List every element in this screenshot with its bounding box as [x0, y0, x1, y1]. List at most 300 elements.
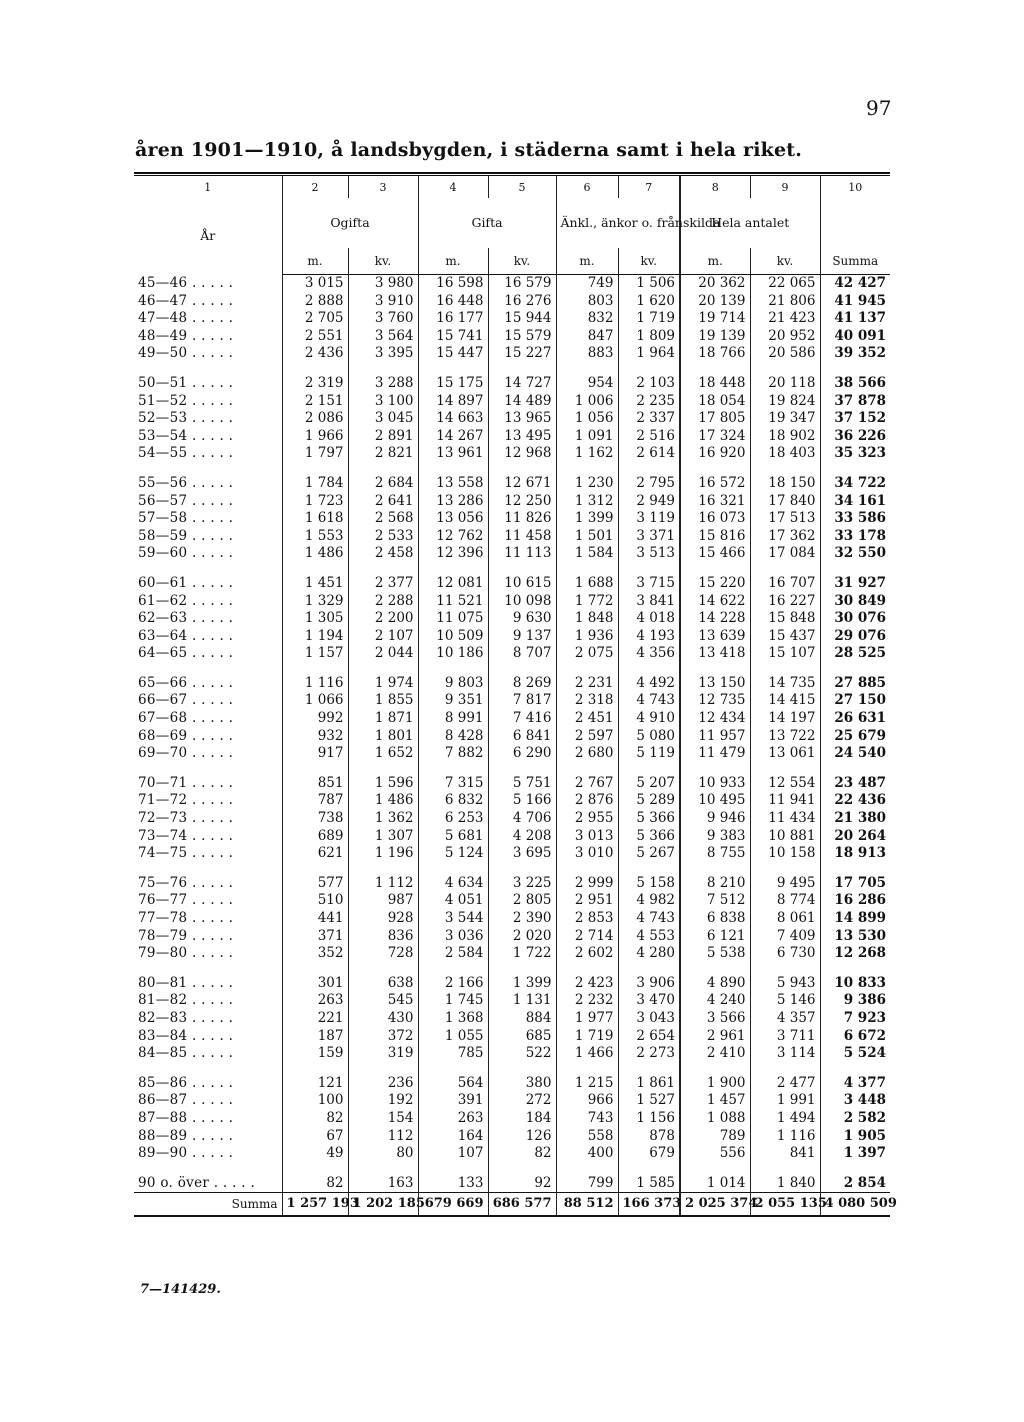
age-label: 84—85 . . . . . [138, 1045, 234, 1062]
value-cell: 154 [348, 1110, 418, 1128]
value-cell: 11 521 [418, 593, 488, 611]
value-cell: 319 [348, 1045, 418, 1063]
value-cell: 841 [750, 1145, 820, 1163]
value-cell: 2 273 [618, 1045, 680, 1063]
spacer-cell [750, 1063, 820, 1075]
value-cell: 2 888 [282, 293, 348, 311]
value-cell: 4 356 [618, 645, 680, 663]
age-label: 57—58 . . . . . [138, 510, 234, 527]
value-cell: 13 495 [488, 428, 556, 446]
value-cell: 15 466 [680, 545, 750, 563]
value-cell: 847 [556, 328, 618, 346]
value-cell: 20 586 [750, 345, 820, 363]
table-row [134, 310, 890, 328]
group-spacer [134, 663, 890, 675]
spacer-cell [134, 363, 282, 375]
value-cell: 2 767 [556, 775, 618, 793]
value-cell: 1 809 [618, 328, 680, 346]
value-cell: 522 [488, 1045, 556, 1063]
value-cell: 685 [488, 1028, 556, 1046]
summa-cell: 37 152 [820, 410, 890, 428]
table-row [134, 528, 890, 546]
value-cell: 545 [348, 992, 418, 1010]
value-cell: 441 [282, 910, 348, 928]
summa-cell: 3 448 [820, 1092, 890, 1110]
value-cell: 966 [556, 1092, 618, 1110]
value-cell: 3 513 [618, 545, 680, 563]
value-cell: 13 961 [418, 445, 488, 463]
value-cell: 2 853 [556, 910, 618, 928]
value-cell: 15 437 [750, 628, 820, 646]
value-cell: 11 458 [488, 528, 556, 546]
value-cell: 92 [488, 1175, 556, 1193]
value-cell: 1 618 [282, 510, 348, 528]
value-cell: 9 383 [680, 828, 750, 846]
spacer-cell [680, 463, 750, 475]
value-cell: 932 [282, 728, 348, 746]
total-cell: 2 055 135 [750, 1193, 820, 1217]
value-cell: 2 805 [488, 892, 556, 910]
value-cell: 1 688 [556, 575, 618, 593]
value-cell: 14 663 [418, 410, 488, 428]
value-cell: 21 806 [750, 293, 820, 311]
ankl-kv-header: kv. [618, 248, 680, 275]
table-row [134, 628, 890, 646]
total-cell: 166 373 [618, 1193, 680, 1217]
year-header: År [200, 228, 216, 244]
value-cell: 2 951 [556, 892, 618, 910]
spacer-cell [680, 963, 750, 975]
value-cell: 11 113 [488, 545, 556, 563]
spacer-cell [618, 863, 680, 875]
summa-cell: 41 137 [820, 310, 890, 328]
spacer-cell [282, 1163, 348, 1175]
value-cell: 5 681 [418, 828, 488, 846]
total-cell: 2 025 374 [680, 1193, 750, 1217]
value-cell: 2 318 [556, 692, 618, 710]
value-cell: 11 957 [680, 728, 750, 746]
value-cell: 9 137 [488, 628, 556, 646]
spacer-cell [618, 563, 680, 575]
value-cell: 12 250 [488, 493, 556, 511]
value-cell: 3 906 [618, 975, 680, 993]
value-cell: 1 719 [556, 1028, 618, 1046]
summa-cell: 28 525 [820, 645, 890, 663]
value-cell: 10 495 [680, 792, 750, 810]
value-cell: 3 564 [348, 328, 418, 346]
value-cell: 14 897 [418, 393, 488, 411]
value-cell: 6 253 [418, 810, 488, 828]
spacer-cell [556, 1163, 618, 1175]
value-cell: 803 [556, 293, 618, 311]
value-cell: 917 [282, 745, 348, 763]
value-cell: 11 075 [418, 610, 488, 628]
value-cell: 372 [348, 1028, 418, 1046]
age-label: 47—48 . . . . . [138, 310, 234, 327]
value-cell: 15 447 [418, 345, 488, 363]
value-cell: 12 968 [488, 445, 556, 463]
summa-cell: 27 150 [820, 692, 890, 710]
value-cell: 236 [348, 1075, 418, 1093]
value-cell: 1 745 [418, 992, 488, 1010]
age-label: 53—54 . . . . . [138, 427, 234, 444]
summa-cell: 9 386 [820, 992, 890, 1010]
value-cell: 1 307 [348, 828, 418, 846]
value-cell: 301 [282, 975, 348, 993]
column-number: 1 [204, 180, 212, 194]
value-cell: 16 276 [488, 293, 556, 311]
value-cell: 187 [282, 1028, 348, 1046]
table-row [134, 1075, 890, 1093]
gifta-header: Gifta [418, 198, 556, 248]
value-cell: 112 [348, 1128, 418, 1146]
value-cell: 2 319 [282, 375, 348, 393]
value-cell: 5 943 [750, 975, 820, 993]
value-cell: 16 177 [418, 310, 488, 328]
value-cell: 1 527 [618, 1092, 680, 1110]
age-label: 69—70 . . . . . [138, 745, 234, 762]
age-label: 52—53 . . . . . [138, 410, 234, 427]
value-cell: 556 [680, 1145, 750, 1163]
value-cell: 1 194 [282, 628, 348, 646]
value-cell: 133 [418, 1175, 488, 1193]
column-number: 5 [488, 176, 556, 198]
spacer-cell [680, 1063, 750, 1075]
table-body [134, 274, 897, 1217]
spacer-cell [282, 563, 348, 575]
spacer-cell [680, 563, 750, 575]
summa-cell: 33 178 [820, 528, 890, 546]
value-cell: 2 200 [348, 610, 418, 628]
table-row [134, 575, 890, 593]
value-cell: 82 [488, 1145, 556, 1163]
summa-cell: 39 352 [820, 345, 890, 363]
value-cell: 1 131 [488, 992, 556, 1010]
summa-cell: 16 286 [820, 892, 890, 910]
table-row [134, 728, 890, 746]
value-cell: 20 362 [680, 275, 750, 293]
value-cell: 159 [282, 1045, 348, 1063]
value-cell: 16 598 [418, 275, 488, 293]
summa-cell: 2 854 [820, 1175, 890, 1193]
spacer-cell [820, 863, 890, 875]
summa-cell: 40 091 [820, 328, 890, 346]
spacer-cell [820, 663, 890, 675]
value-cell: 1 861 [618, 1075, 680, 1093]
summa-cell: 10 833 [820, 975, 890, 993]
spacer-cell [618, 1163, 680, 1175]
summa-cell: 38 566 [820, 375, 890, 393]
value-cell: 1 974 [348, 675, 418, 693]
value-cell: 12 434 [680, 710, 750, 728]
spacer-cell [556, 663, 618, 675]
column-number: 7 [618, 176, 680, 198]
value-cell: 14 415 [750, 692, 820, 710]
spacer-cell [488, 763, 556, 775]
value-cell: 192 [348, 1092, 418, 1110]
value-cell: 263 [418, 1110, 488, 1128]
value-cell: 621 [282, 845, 348, 863]
value-cell: 1 157 [282, 645, 348, 663]
value-cell: 18 766 [680, 345, 750, 363]
value-cell: 4 018 [618, 610, 680, 628]
spacer-cell [488, 963, 556, 975]
table-row [134, 892, 890, 910]
value-cell: 17 513 [750, 510, 820, 528]
ogifta-header: Ogifta [282, 198, 418, 248]
value-cell: 10 186 [418, 645, 488, 663]
value-cell: 17 324 [680, 428, 750, 446]
table-row [134, 792, 890, 810]
spacer-cell [348, 1163, 418, 1175]
value-cell: 14 267 [418, 428, 488, 446]
value-cell: 3 225 [488, 875, 556, 893]
table-row [134, 1092, 890, 1110]
value-cell: 3 544 [418, 910, 488, 928]
column-number: 4 [418, 176, 488, 198]
value-cell: 679 [618, 1145, 680, 1163]
value-cell: 2 584 [418, 945, 488, 963]
value-cell: 1 215 [556, 1075, 618, 1093]
age-label: 65—66 . . . . . [138, 674, 234, 691]
value-cell: 14 228 [680, 610, 750, 628]
summa-cell: 5 524 [820, 1045, 890, 1063]
value-cell: 1 506 [618, 275, 680, 293]
value-cell: 9 803 [418, 675, 488, 693]
value-cell: 6 838 [680, 910, 750, 928]
value-cell: 184 [488, 1110, 556, 1128]
value-cell: 15 944 [488, 310, 556, 328]
value-cell: 1 486 [282, 545, 348, 563]
value-cell: 5 207 [618, 775, 680, 793]
value-cell: 558 [556, 1128, 618, 1146]
summa-cell: 4 377 [820, 1075, 890, 1093]
spacer-cell [618, 1063, 680, 1075]
group-spacer [134, 863, 890, 875]
value-cell: 80 [348, 1145, 418, 1163]
table-row [134, 710, 890, 728]
summa-cell: 20 264 [820, 828, 890, 846]
value-cell: 1 652 [348, 745, 418, 763]
total-cell: 1 257 193 [282, 1193, 348, 1217]
spacer-cell [618, 363, 680, 375]
value-cell: 16 321 [680, 493, 750, 511]
value-cell: 2 436 [282, 345, 348, 363]
spacer-cell [750, 963, 820, 975]
value-cell: 3 841 [618, 593, 680, 611]
value-cell: 17 084 [750, 545, 820, 563]
table-row [134, 1045, 890, 1063]
age-label: 90 o. över . . . . . [138, 1174, 256, 1191]
value-cell: 4 208 [488, 828, 556, 846]
age-label: 72—73 . . . . . [138, 810, 234, 827]
value-cell: 832 [556, 310, 618, 328]
table-row [134, 610, 890, 628]
value-cell: 1 457 [680, 1092, 750, 1110]
value-cell: 1 014 [680, 1175, 750, 1193]
value-cell: 3 013 [556, 828, 618, 846]
value-cell: 2 961 [680, 1028, 750, 1046]
spacer-cell [488, 1063, 556, 1075]
value-cell: 6 832 [418, 792, 488, 810]
total-cell: 686 577 [488, 1193, 556, 1217]
value-cell: 19 714 [680, 310, 750, 328]
table-row [134, 745, 890, 763]
table-row [134, 293, 890, 311]
value-cell: 2 876 [556, 792, 618, 810]
value-cell: 2 107 [348, 628, 418, 646]
value-cell: 9 351 [418, 692, 488, 710]
group-spacer [134, 1063, 890, 1075]
value-cell: 577 [282, 875, 348, 893]
value-cell: 3 043 [618, 1010, 680, 1028]
value-cell: 4 051 [418, 892, 488, 910]
column-number-row [134, 176, 890, 198]
age-label: 78—79 . . . . . [138, 927, 234, 944]
value-cell: 1 501 [556, 528, 618, 546]
total-cell: 4 080 509 [820, 1193, 890, 1217]
value-cell: 5 146 [750, 992, 820, 1010]
value-cell: 430 [348, 1010, 418, 1028]
value-cell: 3 566 [680, 1010, 750, 1028]
age-label: 60—61 . . . . . [138, 574, 234, 591]
group-spacer [134, 563, 890, 575]
age-label: 70—71 . . . . . [138, 774, 234, 791]
column-number: 9 [750, 176, 820, 198]
spacer-cell [820, 1063, 890, 1075]
page-number: 97 [866, 96, 892, 120]
age-label: 58—59 . . . . . [138, 527, 234, 544]
value-cell: 787 [282, 792, 348, 810]
hela-antalet-header: Hela antalet [680, 198, 820, 248]
table-row [134, 345, 890, 363]
value-cell: 878 [618, 1128, 680, 1146]
group-spacer [134, 763, 890, 775]
value-cell: 851 [282, 775, 348, 793]
age-label: 56—57 . . . . . [138, 492, 234, 509]
spacer-cell [820, 963, 890, 975]
value-cell: 14 735 [750, 675, 820, 693]
value-cell: 2 337 [618, 410, 680, 428]
age-label: 75—76 . . . . . [138, 874, 234, 891]
spacer-cell [488, 563, 556, 575]
spacer-cell [418, 363, 488, 375]
value-cell: 18 150 [750, 475, 820, 493]
age-label: 82—83 . . . . . [138, 1009, 234, 1026]
age-label: 88—89 . . . . . [138, 1127, 234, 1144]
age-label: 68—69 . . . . . [138, 727, 234, 744]
table-row [134, 692, 890, 710]
value-cell: 10 158 [750, 845, 820, 863]
summa-cell: 30 076 [820, 610, 890, 628]
value-cell: 3 288 [348, 375, 418, 393]
value-cell: 3 910 [348, 293, 418, 311]
age-label: 66—67 . . . . . [138, 692, 234, 709]
value-cell: 3 015 [282, 275, 348, 293]
summa-cell: 41 945 [820, 293, 890, 311]
value-cell: 1 722 [488, 945, 556, 963]
value-cell: 82 [282, 1110, 348, 1128]
value-cell: 3 470 [618, 992, 680, 1010]
ogifta-m-header: m. [282, 248, 348, 275]
spacer-cell [348, 463, 418, 475]
summa-cell: 24 540 [820, 745, 890, 763]
value-cell: 2 410 [680, 1045, 750, 1063]
table-row [134, 475, 890, 493]
value-cell: 2 232 [556, 992, 618, 1010]
spacer-cell [488, 1163, 556, 1175]
value-cell: 1 966 [282, 428, 348, 446]
table-row [134, 1175, 890, 1193]
value-cell: 2 551 [282, 328, 348, 346]
value-cell: 2 151 [282, 393, 348, 411]
value-cell: 10 509 [418, 628, 488, 646]
value-cell: 2 288 [348, 593, 418, 611]
table-row [134, 775, 890, 793]
spacer-cell [348, 1063, 418, 1075]
value-cell: 7 409 [750, 928, 820, 946]
summa-cell: 42 427 [820, 275, 890, 293]
value-cell: 1 399 [488, 975, 556, 993]
value-cell: 1 116 [750, 1128, 820, 1146]
value-cell: 49 [282, 1145, 348, 1163]
table-row [134, 910, 890, 928]
value-cell: 2 999 [556, 875, 618, 893]
table-row [134, 545, 890, 563]
value-cell: 12 762 [418, 528, 488, 546]
value-cell: 164 [418, 1128, 488, 1146]
age-label: 46—47 . . . . . [138, 292, 234, 309]
value-cell: 9 946 [680, 810, 750, 828]
spacer-cell [134, 563, 282, 575]
hela-kv-header: kv. [750, 248, 820, 275]
value-cell: 2 714 [556, 928, 618, 946]
spacer-cell [134, 663, 282, 675]
value-cell: 22 065 [750, 275, 820, 293]
table-row [134, 875, 890, 893]
value-cell: 7 817 [488, 692, 556, 710]
spacer-cell [680, 1163, 750, 1175]
value-cell: 2 103 [618, 375, 680, 393]
value-cell: 18 448 [680, 375, 750, 393]
population-table-wrap [134, 172, 897, 1217]
spacer-cell [618, 763, 680, 775]
value-cell: 1 091 [556, 428, 618, 446]
widowed-divorced-header: Änkl., änkor o. frånskilda [556, 198, 680, 248]
value-cell: 15 175 [418, 375, 488, 393]
spacer-cell [618, 663, 680, 675]
total-cell: 1 202 185 [348, 1193, 418, 1217]
value-cell: 7 512 [680, 892, 750, 910]
value-cell: 1 596 [348, 775, 418, 793]
summa-cell: 1 905 [820, 1128, 890, 1146]
table-row [134, 928, 890, 946]
gifta-kv-header: kv. [488, 248, 556, 275]
value-cell: 10 098 [488, 593, 556, 611]
table-row [134, 493, 890, 511]
value-cell: 13 722 [750, 728, 820, 746]
value-cell: 3 010 [556, 845, 618, 863]
value-cell: 5 119 [618, 745, 680, 763]
age-label: 76—77 . . . . . [138, 892, 234, 909]
group-spacer [134, 1163, 890, 1175]
table-row [134, 445, 890, 463]
summa-cell: 30 849 [820, 593, 890, 611]
value-cell: 13 061 [750, 745, 820, 763]
value-cell: 2 075 [556, 645, 618, 663]
value-cell: 3 045 [348, 410, 418, 428]
value-cell: 15 107 [750, 645, 820, 663]
